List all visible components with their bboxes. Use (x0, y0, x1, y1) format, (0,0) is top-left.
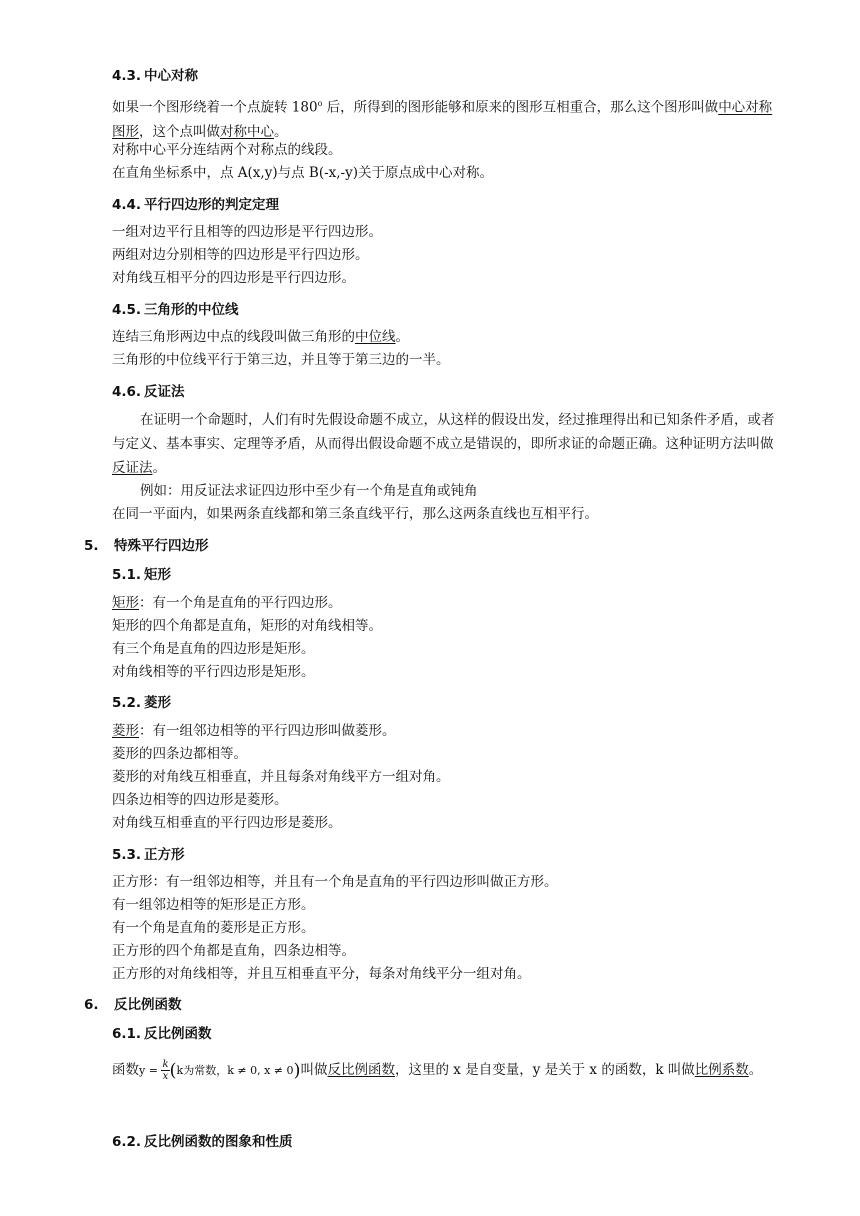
text-line: 对角线相等的平行四边形是矩形。 (112, 664, 315, 680)
text: 函数 (112, 1062, 139, 1078)
text-line: 四条边相等的四边形是菱形。 (112, 792, 288, 808)
section-title: 特殊平行四边形 (114, 538, 209, 554)
text: ，这个点叫做 (139, 123, 220, 140)
text-line: 正方形的对角线相等，并且互相垂直平分，每条对角线平分一组对角。 (112, 966, 531, 982)
section-number: 4.5. (112, 302, 142, 318)
section-number: 5.2. (112, 695, 142, 711)
text: 连结三角形两边中点的线段叫做三角形的 (112, 329, 355, 345)
text-line: 对角线互相平分的四边形是平行四边形。 (112, 270, 355, 286)
text-line: 在直角坐标系中，点 A(x,y)与点 B(-x,-y)关于原点成中心对称。 (112, 165, 494, 181)
section-number: 6. (84, 997, 99, 1013)
heading-4-4 (112, 193, 279, 213)
degree-sup: o (317, 99, 323, 108)
section-number: 4.4. (112, 197, 142, 213)
heading-4-5 (112, 298, 239, 318)
section-number: 6.2. (112, 1134, 142, 1150)
formula (139, 1055, 301, 1087)
section-number: 6.1. (112, 1026, 142, 1042)
term-underlined: 中位线 (355, 329, 396, 345)
text-line: 三角形的中位线平行于第三边，并且等于第三边的一半。 (112, 352, 450, 368)
text-line: 对称中心平分连结两个对称点的线段。 (112, 142, 342, 158)
text-line-example: 例如：用反证法求证四边形中至少有一个角是直角或钝角 (140, 483, 478, 499)
term-underlined: 矩形 (112, 595, 139, 611)
text-line: 矩形的四个角都是直角，矩形的对角线相等。 (112, 618, 382, 634)
text: 后，所得到的图形能够和原来的图形互相重合，那么这个图形叫做 (322, 99, 719, 116)
text-line: 有一组邻边相等的矩形是正方形。 (112, 897, 315, 913)
text-line (112, 327, 409, 347)
text-line: 有三个角是直角的四边形是矩形。 (112, 641, 315, 657)
paragraph-central-symmetry (112, 92, 780, 144)
term-underlined: 对称中心 (220, 123, 274, 140)
section-number: 4.3. (112, 68, 142, 84)
heading-6 (84, 993, 182, 1013)
section-title: 中心对称 (144, 68, 198, 84)
term-underlined: 中心对称图形 (112, 99, 773, 140)
paragraph-proof-by-contradiction (112, 408, 780, 480)
section-number: 5.1. (112, 567, 142, 583)
section-number: 4.6. (112, 384, 142, 400)
formula-y: y = (139, 1063, 158, 1077)
numerator: k (162, 1059, 169, 1070)
section-title: 矩形 (144, 567, 171, 583)
paragraph-inverse-proportion (112, 1054, 780, 1087)
text-line: 菱形的四条边都相等。 (112, 746, 247, 762)
heading-6-2 (112, 1130, 293, 1150)
formula-condition: k为常数，k ≠ 0, x ≠ 0 (176, 1063, 294, 1077)
section-title: 三角形的中位线 (144, 302, 239, 318)
text: 如果一个图形绕着一个点旋转 180 (112, 99, 318, 116)
heading-4-3 (112, 64, 198, 84)
heading-4-6 (112, 380, 185, 400)
term-underlined: 反证法 (112, 460, 153, 476)
heading-5-2 (112, 691, 171, 711)
section-title: 正方形 (144, 847, 185, 863)
text-line: 对角线互相垂直的平行四边形是菱形。 (112, 815, 342, 831)
text: 。 (274, 123, 288, 140)
text-line: 在同一平面内，如果两条直线都和第三条直线平行，那么这两条直线也互相平行。 (112, 506, 598, 522)
paren-close: ) (293, 1059, 301, 1081)
section-title: 反证法 (144, 384, 185, 400)
text: ，这里的 x 是自变量，y 是关于 x 的函数，k 叫做 (395, 1062, 695, 1078)
text: 。 (152, 460, 166, 476)
section-number: 5. (84, 538, 99, 554)
term-underlined: 菱形 (112, 723, 139, 739)
heading-5 (84, 534, 209, 554)
text-line: 正方形的四个角都是直角，四条边相等。 (112, 943, 355, 959)
section-number: 5.3. (112, 847, 142, 863)
text-line: 两组对边分别相等的四边形是平行四边形。 (112, 247, 369, 263)
denominator: x (162, 1071, 169, 1082)
section-title: 平行四边形的判定定理 (144, 197, 279, 213)
text-line: 菱形的对角线互相垂直，并且每条对角线平方一组对角。 (112, 769, 450, 785)
text: ：有一组邻边相等的平行四边形叫做菱形。 (139, 723, 396, 739)
text: 。 (748, 1062, 763, 1078)
text: 。 (395, 329, 409, 345)
heading-6-1 (112, 1022, 212, 1042)
term-underlined: 反比例函数 (327, 1062, 396, 1078)
text-line (112, 721, 396, 741)
text: ：有一个角是直角的平行四边形。 (139, 595, 342, 611)
text-line (112, 593, 342, 613)
section-title: 反比例函数的图象和性质 (144, 1134, 293, 1150)
section-title: 菱形 (144, 695, 171, 711)
text: 叫做 (300, 1062, 328, 1078)
text-line: 有一个角是直角的菱形是正方形。 (112, 920, 315, 936)
text-line: 正方形：有一组邻边相等，并且有一个角是直角的平行四边形叫做正方形。 (112, 874, 558, 890)
paren-open: ( (169, 1059, 177, 1081)
heading-5-3 (112, 843, 185, 863)
fraction (161, 1059, 169, 1082)
section-title: 反比例函数 (144, 1026, 212, 1042)
text: 在证明一个命题时，人们有时先假设命题不成立，从这样的假设出发，经过推理得出和已知条件矛盾，或者与定义、基本事实、定理等矛盾，从而得出假设命题不成立是错误的，即所求证的命题正确。这种证明方法叫做 (112, 412, 775, 452)
section-title: 反比例函数 (114, 997, 182, 1013)
heading-5-1 (112, 563, 171, 583)
text-line: 一组对边平行且相等的四边形是平行四边形。 (112, 224, 382, 240)
term-underlined: 比例系数 (694, 1062, 749, 1078)
